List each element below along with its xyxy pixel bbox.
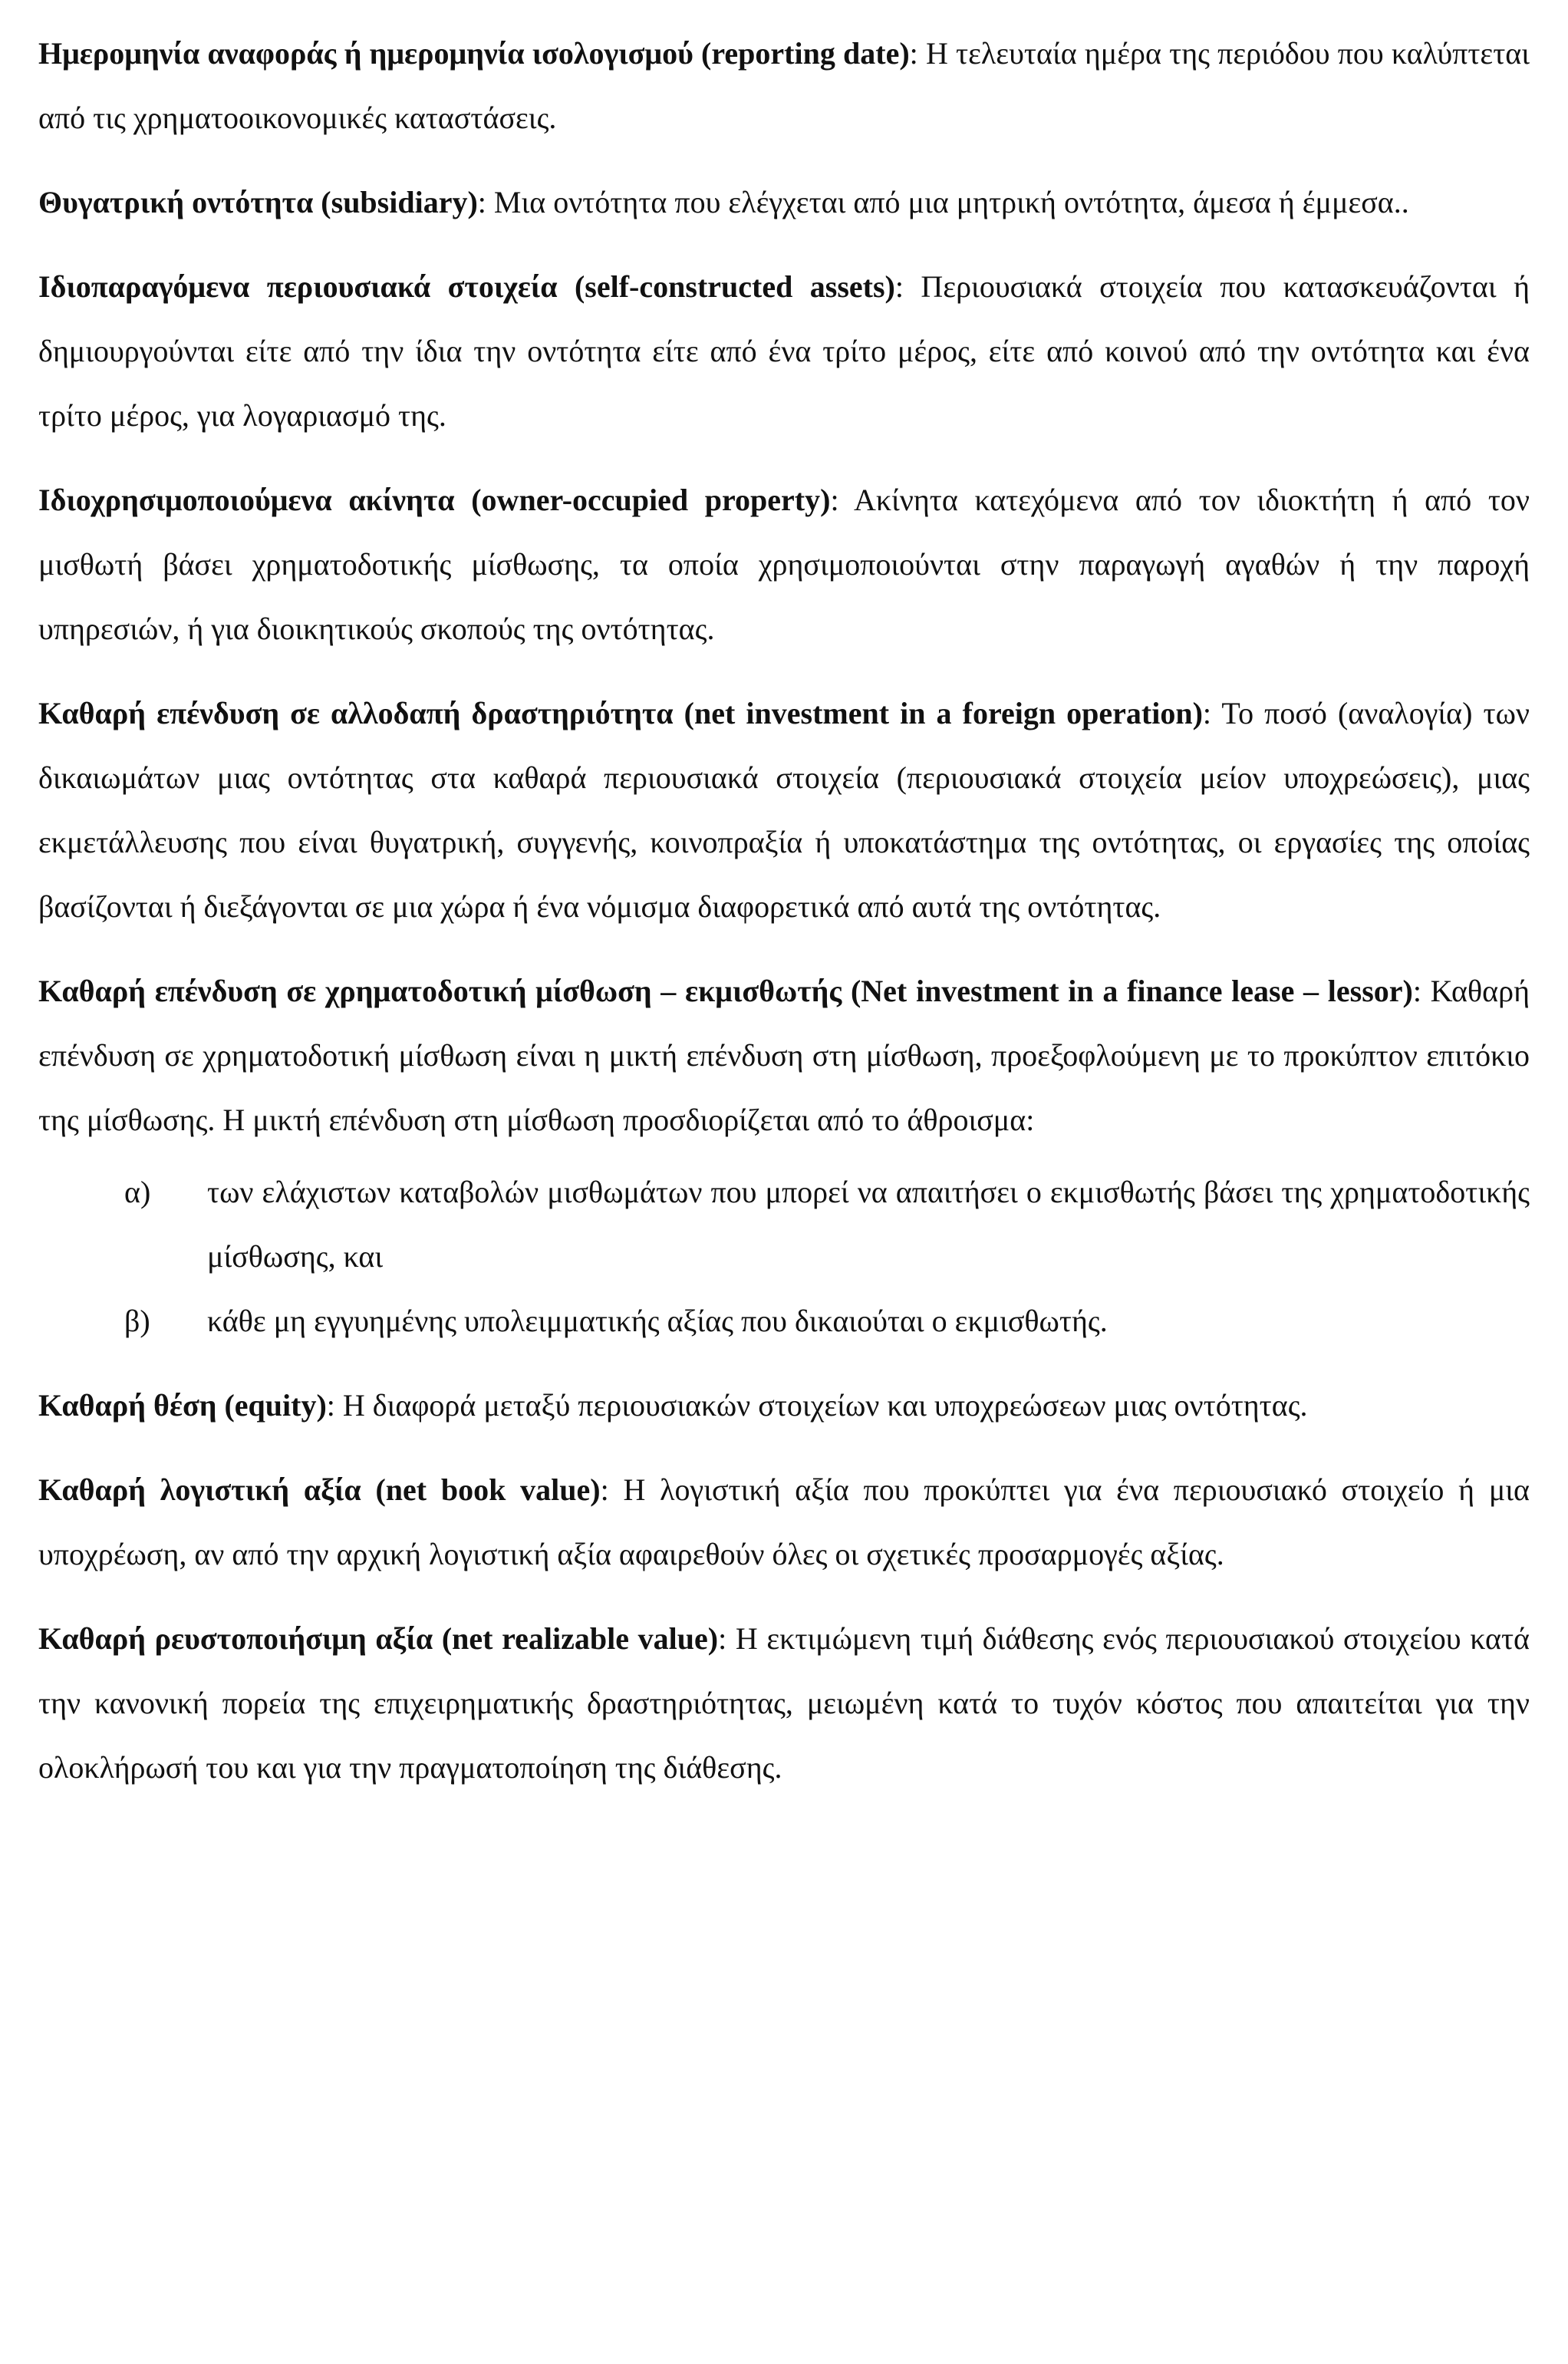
- term-definition: : Το ποσό (αναλογία) των δικαιωμάτων μιας οντότητας στα καθαρά περιουσιακά στοιχεία (περιουσιακά στοιχεία μείον υποχρεώσεις), μιας εκμετάλλευσης που είναι θυγατρική, συγγενής, κοινοπραξία ή υποκατάστημα της οντότητας, οι εργασίες της οποίας βασίζονται ή διεξάγονται σε μια χώρα ή ένα νόμισμα διαφορετικά από αυτά της οντότητας.: [38, 696, 1530, 924]
- glossary-entry-subsidiary: [38, 170, 1530, 235]
- list-item: [38, 1289, 1530, 1353]
- term-heading: Καθαρή θέση (equity): [38, 1388, 327, 1423]
- list-marker: β): [124, 1304, 150, 1338]
- term-heading: Καθαρή επένδυση σε χρηματοδοτική μίσθωση – εκμισθωτής (Net investment in a finance lease – lessor): [38, 974, 1413, 1008]
- term-definition: : Η λογιστική αξία που προκύπτει για ένα περιουσιακό στοιχείο ή μια υποχρέωση, αν από την αρχική λογιστική αξία αφαιρεθούν όλες οι σχετικές προσαρμογές αξίας.: [38, 1472, 1530, 1571]
- finance-lease-sublist: [38, 1160, 1530, 1353]
- glossary-entry-reporting-date: [38, 21, 1530, 150]
- term-heading: Θυγατρική οντότητα (subsidiary): [38, 185, 478, 219]
- list-item-text: των ελάχιστων καταβολών μισθωμάτων που μπορεί να απαιτήσει ο εκμισθωτής βάσει της χρηματοδοτικής μίσθωσης, και: [207, 1175, 1530, 1274]
- glossary-entry-net-investment-finance-lease: [38, 959, 1530, 1152]
- glossary-entry-owner-occupied-property: [38, 468, 1530, 661]
- term-definition: : Μια οντότητα που ελέγχεται από μια μητρική οντότητα, άμεσα ή έμμεσα..: [477, 185, 1409, 219]
- glossary-page: [38, 21, 1530, 1820]
- term-definition: : Η διαφορά μεταξύ περιουσιακών στοιχείων και υποχρεώσεων μιας οντότητας.: [326, 1388, 1308, 1423]
- glossary-entry-net-realizable-value: [38, 1607, 1530, 1800]
- term-definition: : Η εκτιμώμενη τιμή διάθεσης ενός περιουσιακού στοιχείου κατά την κανονική πορεία της επιχειρηματικής δραστηριότητας, μειωμένη κατά το τυχόν κόστος που απαιτείται για την ολοκλήρωσή του και για την πραγματοποίηση της διάθεσης.: [38, 1621, 1530, 1785]
- term-heading: Καθαρή λογιστική αξία (net book value): [38, 1472, 601, 1507]
- term-definition: : Ακίνητα κατεχόμενα από τον ιδιοκτήτη ή από τον μισθωτή βάσει χρηματοδοτικής μίσθωσης, τα οποία χρησιμοποιούνται στην παραγωγή αγαθών ή την παροχή υπηρεσιών, ή για διοικητικούς σκοπούς της οντότητας.: [38, 483, 1530, 646]
- term-definition: : Η τελευταία ημέρα της περιόδου που καλύπτεται από τις χρηματοοικονομικές καταστάσεις.: [38, 36, 1530, 135]
- glossary-entry-net-investment-foreign-operation: [38, 681, 1530, 939]
- term-heading: Καθαρή επένδυση σε αλλοδαπή δραστηριότητα (net investment in a foreign operation): [38, 696, 1203, 730]
- glossary-entry-net-book-value: [38, 1458, 1530, 1587]
- list-item-text: κάθε μη εγγυημένης υπολειμματικής αξίας που δικαιούται ο εκμισθωτής.: [207, 1304, 1108, 1338]
- list-item: [38, 1160, 1530, 1289]
- term-heading: Καθαρή ρευστοποιήσιμη αξία (net realizable value): [38, 1621, 719, 1656]
- term-definition: : Περιουσιακά στοιχεία που κατασκευάζονται ή δημιουργούνται είτε από την ίδια την οντότητα είτε από ένα τρίτο μέρος, είτε από κοινού από την οντότητα και ένα τρίτο μέρος, για λογαριασμό της.: [38, 269, 1530, 433]
- glossary-entry-self-constructed-assets: [38, 255, 1530, 448]
- term-heading: Ημερομηνία αναφοράς ή ημερομηνία ισολογισμού (reporting date): [38, 36, 910, 71]
- list-marker: α): [124, 1175, 151, 1209]
- glossary-entry-equity: [38, 1373, 1530, 1438]
- term-heading: Ιδιοχρησιμοποιούμενα ακίνητα (owner-occupied property): [38, 483, 831, 517]
- term-heading: Ιδιοπαραγόμενα περιουσιακά στοιχεία (self-constructed assets): [38, 269, 895, 304]
- term-definition: : Καθαρή επένδυση σε χρηματοδοτική μίσθωση είναι η μικτή επένδυση στη μίσθωση, προεξοφλούμενη με το προκύπτον επιτόκιο της μίσθωσης. Η μικτή επένδυση στη μίσθωση προσδιορίζεται από το άθροισμα:: [38, 974, 1530, 1137]
